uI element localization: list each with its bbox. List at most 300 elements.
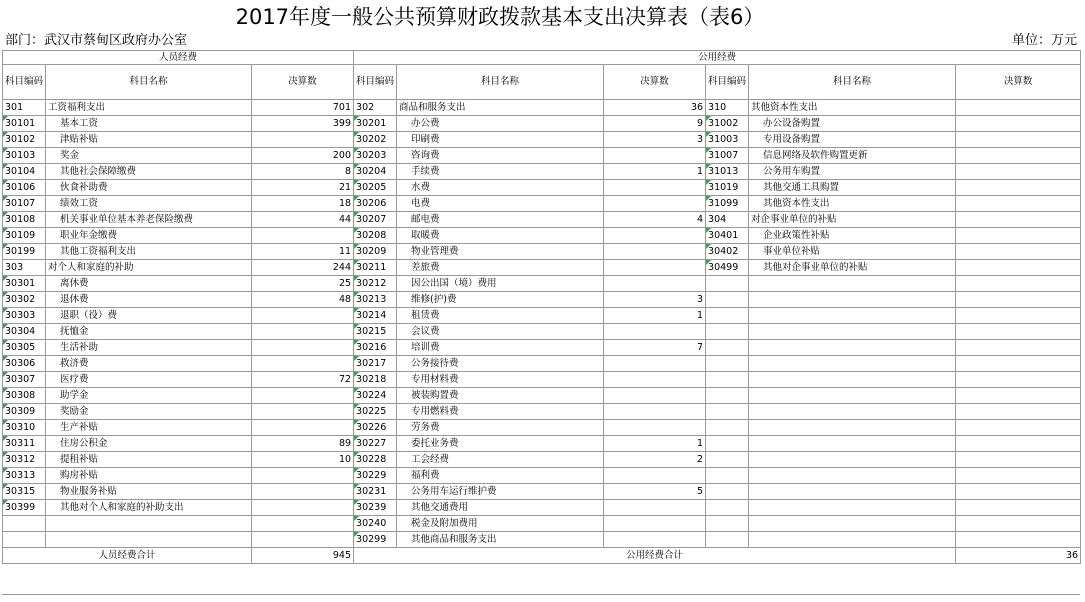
cell-name[interactable]: 税金及附加费用 — [397, 516, 604, 532]
cell-code[interactable]: 30307 — [3, 372, 46, 388]
cell-code[interactable]: 30202 — [354, 132, 397, 148]
cell-amount[interactable] — [956, 532, 1081, 548]
cell-amount[interactable]: 244 — [252, 260, 354, 276]
cell-name[interactable]: 信息网络及软件购置更新 — [749, 148, 956, 164]
cell-amount[interactable] — [252, 516, 354, 532]
col-header-amount: 决算数 — [604, 65, 706, 100]
cell-code[interactable] — [706, 404, 749, 420]
cell-code[interactable]: 31007 — [706, 148, 749, 164]
cell-code[interactable] — [706, 292, 749, 308]
cell-code[interactable]: 30228 — [354, 452, 397, 468]
cell-amount[interactable] — [604, 180, 706, 196]
cell-name[interactable]: 水费 — [397, 180, 604, 196]
cell-amount[interactable] — [252, 356, 354, 372]
cell-amount[interactable] — [956, 500, 1081, 516]
cell-amount[interactable] — [604, 516, 706, 532]
cell-amount[interactable] — [956, 196, 1081, 212]
cell-code[interactable]: 30109 — [3, 228, 46, 244]
cell-code[interactable] — [706, 356, 749, 372]
cell-code[interactable]: 30305 — [3, 340, 46, 356]
cell-amount[interactable] — [604, 228, 706, 244]
cell-amount[interactable] — [956, 420, 1081, 436]
cell-name[interactable]: 印刷费 — [397, 132, 604, 148]
cell-code[interactable]: 30103 — [3, 148, 46, 164]
cell-name[interactable] — [749, 436, 956, 452]
cell-amount[interactable] — [604, 372, 706, 388]
column-header-row — [3, 65, 1081, 100]
cell-name[interactable] — [749, 276, 956, 292]
cell-code[interactable]: 30402 — [706, 244, 749, 260]
cell-amount[interactable] — [956, 212, 1081, 228]
cell-name[interactable] — [749, 324, 956, 340]
cell-amount[interactable] — [604, 148, 706, 164]
cell-name[interactable]: 咨询费 — [397, 148, 604, 164]
cell-name[interactable]: 会议费 — [397, 324, 604, 340]
cell-name[interactable] — [749, 452, 956, 468]
table-row — [3, 532, 1081, 548]
cell-name[interactable]: 公务用车购置 — [749, 164, 956, 180]
cell-name[interactable]: 培训费 — [397, 340, 604, 356]
cell-code[interactable]: 30209 — [354, 244, 397, 260]
cell-amount[interactable] — [604, 500, 706, 516]
cell-amount[interactable] — [956, 356, 1081, 372]
cell-code[interactable]: 30312 — [3, 452, 46, 468]
cell-code[interactable]: 30229 — [354, 468, 397, 484]
public-total-value[interactable]: 36 — [956, 548, 1081, 564]
cell-name[interactable]: 津贴补贴 — [46, 132, 252, 148]
col-header-code: 科目编码 — [354, 65, 397, 100]
cell-code[interactable]: 30217 — [354, 356, 397, 372]
cell-amount[interactable] — [252, 132, 354, 148]
cell-code[interactable] — [706, 388, 749, 404]
cell-amount[interactable] — [252, 340, 354, 356]
table-row — [3, 516, 1081, 532]
cell-name[interactable]: 职业年金缴费 — [46, 228, 252, 244]
cell-amount[interactable]: 2 — [604, 452, 706, 468]
col-header-name: 科目名称 — [749, 65, 956, 100]
cell-amount[interactable] — [252, 324, 354, 340]
table-row — [3, 180, 1081, 196]
cell-amount[interactable] — [956, 260, 1081, 276]
cell-amount[interactable] — [604, 276, 706, 292]
cell-amount[interactable] — [956, 372, 1081, 388]
cell-amount[interactable] — [956, 484, 1081, 500]
cell-amount[interactable] — [604, 468, 706, 484]
table-row — [3, 132, 1081, 148]
cell-amount[interactable] — [956, 132, 1081, 148]
table-row — [3, 484, 1081, 500]
cell-amount[interactable]: 25 — [252, 276, 354, 292]
cell-amount[interactable] — [956, 340, 1081, 356]
cell-amount[interactable]: 44 — [252, 212, 354, 228]
col-header-name: 科目名称 — [397, 65, 604, 100]
cell-amount[interactable]: 8 — [252, 164, 354, 180]
cell-name[interactable]: 专用设备购置 — [749, 132, 956, 148]
col-header-amount: 决算数 — [956, 65, 1081, 100]
cell-name[interactable]: 助学金 — [46, 388, 252, 404]
cell-name[interactable]: 事业单位补贴 — [749, 244, 956, 260]
cell-amount[interactable] — [956, 516, 1081, 532]
cell-amount[interactable]: 1 — [604, 436, 706, 452]
cell-name[interactable] — [749, 356, 956, 372]
cell-name[interactable]: 其他对企事业单位的补贴 — [749, 260, 956, 276]
cell-code[interactable]: 303 — [3, 260, 46, 276]
cell-amount[interactable] — [956, 308, 1081, 324]
cell-amount[interactable]: 200 — [252, 148, 354, 164]
cell-name[interactable]: 公务用车运行维护费 — [397, 484, 604, 500]
cell-code[interactable]: 30309 — [3, 404, 46, 420]
cell-code[interactable]: 30212 — [354, 276, 397, 292]
cell-name[interactable]: 工资福利支出 — [46, 100, 252, 116]
cell-code[interactable]: 30208 — [354, 228, 397, 244]
cell-code[interactable] — [706, 468, 749, 484]
cell-code[interactable]: 30215 — [354, 324, 397, 340]
cell-name[interactable]: 奖励金 — [46, 404, 252, 420]
cell-name[interactable]: 退职（役）费 — [46, 308, 252, 324]
cell-amount[interactable] — [956, 100, 1081, 116]
cell-code[interactable]: 30401 — [706, 228, 749, 244]
cell-name[interactable]: 委托业务费 — [397, 436, 604, 452]
cell-name[interactable]: 被装购置费 — [397, 388, 604, 404]
table-row — [3, 372, 1081, 388]
cell-name[interactable]: 抚恤金 — [46, 324, 252, 340]
cell-code[interactable]: 30240 — [354, 516, 397, 532]
cell-name[interactable]: 提租补贴 — [46, 452, 252, 468]
personnel-total-label: 人员经费合计 — [3, 548, 252, 564]
table-row — [3, 356, 1081, 372]
cell-amount[interactable]: 72 — [252, 372, 354, 388]
cell-amount[interactable] — [956, 292, 1081, 308]
cell-code[interactable]: 30310 — [3, 420, 46, 436]
cell-name[interactable] — [749, 516, 956, 532]
col-header-amount: 决算数 — [252, 65, 354, 100]
cell-code[interactable]: 31099 — [706, 196, 749, 212]
cell-name[interactable]: 企业政策性补贴 — [749, 228, 956, 244]
cell-name[interactable]: 商品和服务支出 — [397, 100, 604, 116]
group-header-row — [3, 51, 1081, 65]
cell-code[interactable]: 30315 — [3, 484, 46, 500]
cell-amount[interactable] — [956, 148, 1081, 164]
cell-name[interactable]: 其他资本性支出 — [749, 196, 956, 212]
col-header-name: 科目名称 — [46, 65, 252, 100]
cell-name[interactable]: 物业服务补贴 — [46, 484, 252, 500]
table-row — [3, 244, 1081, 260]
cell-code[interactable]: 30218 — [354, 372, 397, 388]
cell-code[interactable]: 30311 — [3, 436, 46, 452]
cell-code[interactable]: 30399 — [3, 500, 46, 516]
cell-code[interactable]: 30226 — [354, 420, 397, 436]
cell-name[interactable]: 物业管理费 — [397, 244, 604, 260]
cell-name[interactable]: 福利费 — [397, 468, 604, 484]
cell-name[interactable] — [749, 404, 956, 420]
cell-amount[interactable] — [956, 180, 1081, 196]
cell-name[interactable]: 生活补助 — [46, 340, 252, 356]
cell-code[interactable] — [3, 532, 46, 548]
cell-amount[interactable] — [252, 308, 354, 324]
cell-name[interactable] — [749, 500, 956, 516]
cell-code[interactable]: 30499 — [706, 260, 749, 276]
cell-name[interactable]: 退休费 — [46, 292, 252, 308]
cell-code[interactable]: 30102 — [3, 132, 46, 148]
table-row — [3, 452, 1081, 468]
cell-code[interactable]: 30306 — [3, 356, 46, 372]
cell-name[interactable]: 对企事业单位的补贴 — [749, 212, 956, 228]
cell-code[interactable] — [706, 324, 749, 340]
cell-name[interactable]: 差旅费 — [397, 260, 604, 276]
cell-code[interactable]: 302 — [354, 100, 397, 116]
table-row — [3, 468, 1081, 484]
cell-amount[interactable] — [956, 404, 1081, 420]
cell-name[interactable]: 维修(护)费 — [397, 292, 604, 308]
cell-amount[interactable]: 89 — [252, 436, 354, 452]
cell-code[interactable]: 31003 — [706, 132, 749, 148]
cell-code[interactable] — [706, 308, 749, 324]
cell-name[interactable] — [749, 308, 956, 324]
cell-amount[interactable] — [956, 276, 1081, 292]
table-row — [3, 196, 1081, 212]
cell-name[interactable]: 因公出国（境）费用 — [397, 276, 604, 292]
table-row — [3, 276, 1081, 292]
cell-name[interactable]: 离休费 — [46, 276, 252, 292]
cell-name[interactable]: 专用燃料费 — [397, 404, 604, 420]
table-row — [3, 324, 1081, 340]
cell-code[interactable]: 30206 — [354, 196, 397, 212]
cell-code[interactable]: 30104 — [3, 164, 46, 180]
cell-name[interactable] — [46, 532, 252, 548]
cell-name[interactable]: 绩效工资 — [46, 196, 252, 212]
cell-code[interactable]: 30225 — [354, 404, 397, 420]
cell-amount[interactable] — [956, 244, 1081, 260]
cell-amount[interactable] — [604, 244, 706, 260]
cell-name[interactable]: 劳务费 — [397, 420, 604, 436]
cell-code[interactable]: 30239 — [354, 500, 397, 516]
cell-code[interactable]: 30214 — [354, 308, 397, 324]
cell-amount[interactable]: 11 — [252, 244, 354, 260]
cell-code[interactable]: 30201 — [354, 116, 397, 132]
cell-code[interactable]: 304 — [706, 212, 749, 228]
cell-name[interactable]: 奖金 — [46, 148, 252, 164]
table-row — [3, 212, 1081, 228]
table-row — [3, 340, 1081, 356]
table-row — [3, 420, 1081, 436]
cell-name[interactable] — [749, 532, 956, 548]
cell-code[interactable]: 31002 — [706, 116, 749, 132]
cell-name[interactable]: 伙食补助费 — [46, 180, 252, 196]
cell-name[interactable]: 其他资本性支出 — [749, 100, 956, 116]
cell-code[interactable] — [706, 452, 749, 468]
cell-code[interactable]: 30204 — [354, 164, 397, 180]
cell-code[interactable]: 30101 — [3, 116, 46, 132]
cell-name[interactable]: 医疗费 — [46, 372, 252, 388]
cell-amount[interactable]: 3 — [604, 292, 706, 308]
cell-name[interactable]: 工会经费 — [397, 452, 604, 468]
cell-code[interactable] — [706, 516, 749, 532]
cell-name[interactable]: 其他社会保障缴费 — [46, 164, 252, 180]
cell-name[interactable]: 其他工资福利支出 — [46, 244, 252, 260]
cell-amount[interactable]: 21 — [252, 180, 354, 196]
cell-name[interactable]: 其他对个人和家庭的补助支出 — [46, 500, 252, 516]
cell-name[interactable] — [749, 484, 956, 500]
cell-amount[interactable] — [252, 404, 354, 420]
cell-code[interactable] — [3, 516, 46, 532]
cell-name[interactable] — [749, 468, 956, 484]
cell-amount[interactable]: 18 — [252, 196, 354, 212]
cell-name[interactable]: 其他商品和服务支出 — [397, 532, 604, 548]
cell-code[interactable]: 30303 — [3, 308, 46, 324]
cell-code[interactable]: 30224 — [354, 388, 397, 404]
cell-name[interactable]: 租赁费 — [397, 308, 604, 324]
cell-code[interactable] — [706, 372, 749, 388]
cell-code[interactable] — [706, 276, 749, 292]
cell-code[interactable] — [706, 436, 749, 452]
totals-row — [3, 548, 1081, 564]
cell-name[interactable]: 手续费 — [397, 164, 604, 180]
cell-name[interactable]: 生产补贴 — [46, 420, 252, 436]
cell-amount[interactable] — [252, 468, 354, 484]
cell-amount[interactable] — [604, 404, 706, 420]
cell-code[interactable]: 30304 — [3, 324, 46, 340]
cell-code[interactable]: 30302 — [3, 292, 46, 308]
cell-amount[interactable] — [956, 164, 1081, 180]
cell-code[interactable]: 30308 — [3, 388, 46, 404]
cell-code[interactable] — [706, 500, 749, 516]
cell-amount[interactable] — [956, 228, 1081, 244]
cell-code[interactable]: 31013 — [706, 164, 749, 180]
cell-amount[interactable] — [956, 436, 1081, 452]
cell-amount[interactable]: 10 — [252, 452, 354, 468]
col-header-code: 科目编码 — [3, 65, 46, 100]
group-personnel: 人员经费 — [3, 51, 354, 65]
public-total-label: 公用经费合计 — [354, 548, 956, 564]
cell-code[interactable]: 30301 — [3, 276, 46, 292]
cell-name[interactable]: 办公设备购置 — [749, 116, 956, 132]
cell-amount[interactable] — [252, 420, 354, 436]
table-row — [3, 292, 1081, 308]
cell-code[interactable] — [706, 340, 749, 356]
cell-code[interactable]: 30107 — [3, 196, 46, 212]
cell-amount[interactable] — [956, 452, 1081, 468]
cell-amount[interactable]: 5 — [604, 484, 706, 500]
cell-amount[interactable]: 1 — [604, 164, 706, 180]
cell-name[interactable]: 机关事业单位基本养老保险缴费 — [46, 212, 252, 228]
cell-name[interactable]: 专用材料费 — [397, 372, 604, 388]
cell-code[interactable]: 30227 — [354, 436, 397, 452]
cell-name[interactable]: 邮电费 — [397, 212, 604, 228]
table-row — [3, 388, 1081, 404]
cell-name[interactable] — [749, 420, 956, 436]
cell-code[interactable]: 30203 — [354, 148, 397, 164]
table-row — [3, 404, 1081, 420]
cell-name[interactable]: 取暖费 — [397, 228, 604, 244]
cell-amount[interactable] — [956, 324, 1081, 340]
cell-amount[interactable]: 9 — [604, 116, 706, 132]
cell-code[interactable]: 30231 — [354, 484, 397, 500]
cell-code[interactable]: 30205 — [354, 180, 397, 196]
cell-amount[interactable] — [604, 260, 706, 276]
cell-amount[interactable] — [604, 356, 706, 372]
cell-amount[interactable]: 3 — [604, 132, 706, 148]
cell-name[interactable] — [749, 292, 956, 308]
cell-amount[interactable] — [604, 532, 706, 548]
cell-name[interactable]: 办公费 — [397, 116, 604, 132]
cell-amount[interactable] — [252, 500, 354, 516]
cell-amount[interactable] — [956, 468, 1081, 484]
cell-code[interactable]: 31019 — [706, 180, 749, 196]
cell-name[interactable]: 救济费 — [46, 356, 252, 372]
cell-amount[interactable] — [252, 532, 354, 548]
table-row — [3, 228, 1081, 244]
cell-amount[interactable]: 48 — [252, 292, 354, 308]
cell-name[interactable]: 对个人和家庭的补助 — [46, 260, 252, 276]
budget-table — [2, 50, 1081, 564]
cell-code[interactable]: 30199 — [3, 244, 46, 260]
cell-code[interactable]: 310 — [706, 100, 749, 116]
cell-amount[interactable] — [252, 228, 354, 244]
cell-code[interactable]: 30299 — [354, 532, 397, 548]
cell-name[interactable]: 公务接待费 — [397, 356, 604, 372]
cell-amount[interactable]: 7 — [604, 340, 706, 356]
cell-name[interactable]: 其他交通工具购置 — [749, 180, 956, 196]
cell-code[interactable]: 30106 — [3, 180, 46, 196]
cell-code[interactable]: 30207 — [354, 212, 397, 228]
cell-code[interactable] — [706, 420, 749, 436]
personnel-total-value[interactable]: 945 — [252, 548, 354, 564]
cell-amount[interactable] — [252, 484, 354, 500]
cell-code[interactable]: 30108 — [3, 212, 46, 228]
cell-name[interactable]: 其他交通费用 — [397, 500, 604, 516]
cell-amount[interactable] — [252, 388, 354, 404]
cell-name[interactable] — [749, 340, 956, 356]
cell-amount[interactable] — [604, 196, 706, 212]
table-row — [3, 148, 1081, 164]
cell-amount[interactable]: 36 — [604, 100, 706, 116]
cell-name[interactable]: 购房补贴 — [46, 468, 252, 484]
cell-code[interactable]: 30216 — [354, 340, 397, 356]
cell-code[interactable] — [706, 484, 749, 500]
table-row — [3, 164, 1081, 180]
cell-amount[interactable]: 399 — [252, 116, 354, 132]
cell-name[interactable]: 住房公积金 — [46, 436, 252, 452]
cell-amount[interactable] — [956, 388, 1081, 404]
cell-code[interactable] — [706, 532, 749, 548]
cell-amount[interactable] — [604, 388, 706, 404]
table-row — [3, 116, 1081, 132]
table-row — [3, 260, 1081, 276]
cell-name[interactable] — [749, 372, 956, 388]
table-row — [3, 436, 1081, 452]
cell-code[interactable]: 30211 — [354, 260, 397, 276]
cell-amount[interactable]: 1 — [604, 308, 706, 324]
unit-label: 单位：万元 — [1011, 33, 1077, 48]
cell-code[interactable]: 30313 — [3, 468, 46, 484]
department-label: 部门：武汉市蔡甸区政府办公室 — [5, 33, 188, 48]
page-title: 2017年度一般公共预算财政拨款基本支出决算表（表6） — [235, 5, 765, 29]
cell-amount[interactable] — [604, 420, 706, 436]
cell-amount[interactable]: 4 — [604, 212, 706, 228]
cell-name[interactable] — [749, 388, 956, 404]
cell-name[interactable]: 基本工资 — [46, 116, 252, 132]
table-row — [3, 100, 1081, 116]
table-row — [3, 308, 1081, 324]
cell-name[interactable]: 电费 — [397, 196, 604, 212]
cell-name[interactable] — [46, 516, 252, 532]
cell-amount[interactable] — [956, 116, 1081, 132]
group-public: 公用经费 — [354, 51, 1081, 65]
cell-amount[interactable] — [604, 324, 706, 340]
cell-amount[interactable]: 701 — [252, 100, 354, 116]
cell-code[interactable]: 301 — [3, 100, 46, 116]
cell-code[interactable]: 30213 — [354, 292, 397, 308]
